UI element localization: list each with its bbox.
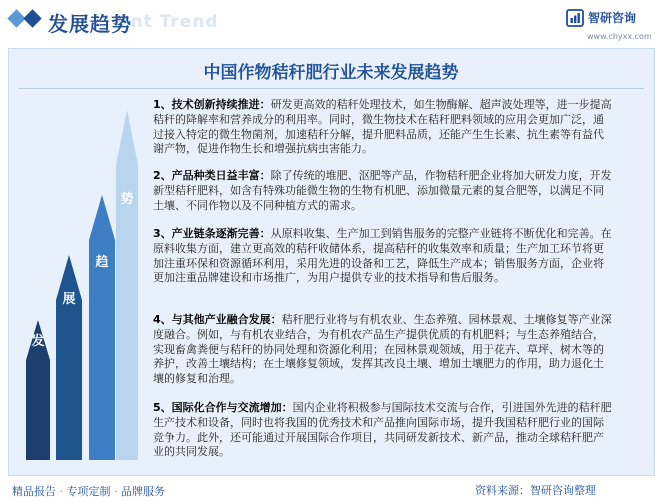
trend-item-heading: 4、与其他产业融合发展：: [153, 313, 282, 326]
page-title: 中国作物秸秆肥行业未来发展趋势: [203, 63, 459, 83]
footer-separator: ·: [59, 485, 63, 498]
trend-item-heading: 2、产品种类日益丰富：: [153, 169, 271, 182]
footer-bar: [0, 478, 662, 502]
footer-separator: ·: [114, 485, 118, 498]
brand-url[interactable]: www.chyxx.com: [587, 32, 652, 41]
trend-item-4: [153, 313, 613, 387]
footer-item-brand[interactable]: 品牌服务: [121, 485, 165, 498]
trend-item-heading: 1、技术创新持续推进：: [153, 98, 271, 111]
footer-item-report[interactable]: 精品报告: [12, 485, 56, 498]
footer-services: [12, 483, 165, 499]
brand-name: 智研咨询: [588, 11, 637, 25]
trend-item-2: [153, 169, 613, 213]
trend-item-text: 从原料收集、生产加工到销售服务的完整产业链将不断优化和完善。在原料收集方面，建立更高效的秸秆收储体系，提高秸秆的收集效率和质量；生产加工环节将更加注重环保和资源循环利用，采用先进的设备和工艺，降低生产成本；销售服务方面，企业将更加注重品牌建设和市场推广，为用户提供专业的技术指导和售后服务。: [153, 227, 612, 285]
stair-label-4: 势: [120, 192, 134, 207]
trend-item-3: [153, 227, 613, 286]
trend-item-text: 国内企业将积极参与国际技术交流与合作，引进国外先进的秸秆肥生产技术和设备，同时也将我国的优秀技术和产品推向国际市场，提升我国秸秆肥行业的国际竞争力。此外，还可能通过开展国际合作项目，共同研发新技术、新产品，推动全球秸秆肥产业的共同发展。: [153, 401, 612, 459]
trend-item-text: 秸秆肥行业将与有机农业、生态养殖、园林景观、土壤修复等产业深度融合。例如，与有机农业结合，为有机农产品生产提供优质的有机肥料；与生态养殖结合，实现畜禽粪便与秸秆的协同处理和资源化利用；在园林景观领域，用于花卉、草坪、树木等的养护，改善土壤结构；在土壤修复领域，发挥其改良土壤、增加土壤肥力的作用，助力退化土壤的修复和治理。: [153, 313, 612, 386]
footer-item-custom[interactable]: 专项定制: [66, 485, 111, 498]
stair-label-2: 展: [62, 292, 76, 307]
source-note: 资料来源：智研咨询整理: [475, 484, 596, 497]
trend-item-text: 除了传统的堆肥、沤肥等产品，作物秸秆肥企业将加大研发力度，开发新型秸秆肥料，如含有特殊功能微生物的生物有机肥、添加微量元素的复合肥等，以满足不同土壤、不同作物以及不同种植方式的需求。: [153, 169, 612, 212]
stair-bar-4: [116, 110, 138, 460]
trend-item-heading: 5、国际化合作与交流增加：: [153, 401, 293, 414]
section-title: 发展趋势: [48, 12, 132, 36]
header-watermark: ent Trend: [118, 12, 219, 32]
trend-item-heading: 3、产业链条逐渐完善：: [153, 227, 271, 240]
trend-item-text: 研发更高效的秸秆处理技术，如生物酶解、超声波处理等，进一步提高秸秆的降解率和营养成分的利用率。同时，微生物技术在秸秆肥料领域的应用会更加广泛，通过接入特定的微生物菌剂，加速秸秆分解，提升肥料品质，还能产生生长素、抗生素等有益代谢产物，促进作物生长和增强抗病虫害能力。: [153, 98, 612, 156]
stair-bar-3: [89, 195, 115, 460]
stair-label-1: 发: [31, 334, 45, 349]
stair-label-3: 趋: [95, 255, 109, 270]
trend-item-1: [153, 98, 613, 157]
trend-item-5: [153, 401, 613, 460]
stair-bar-2: [56, 255, 82, 460]
